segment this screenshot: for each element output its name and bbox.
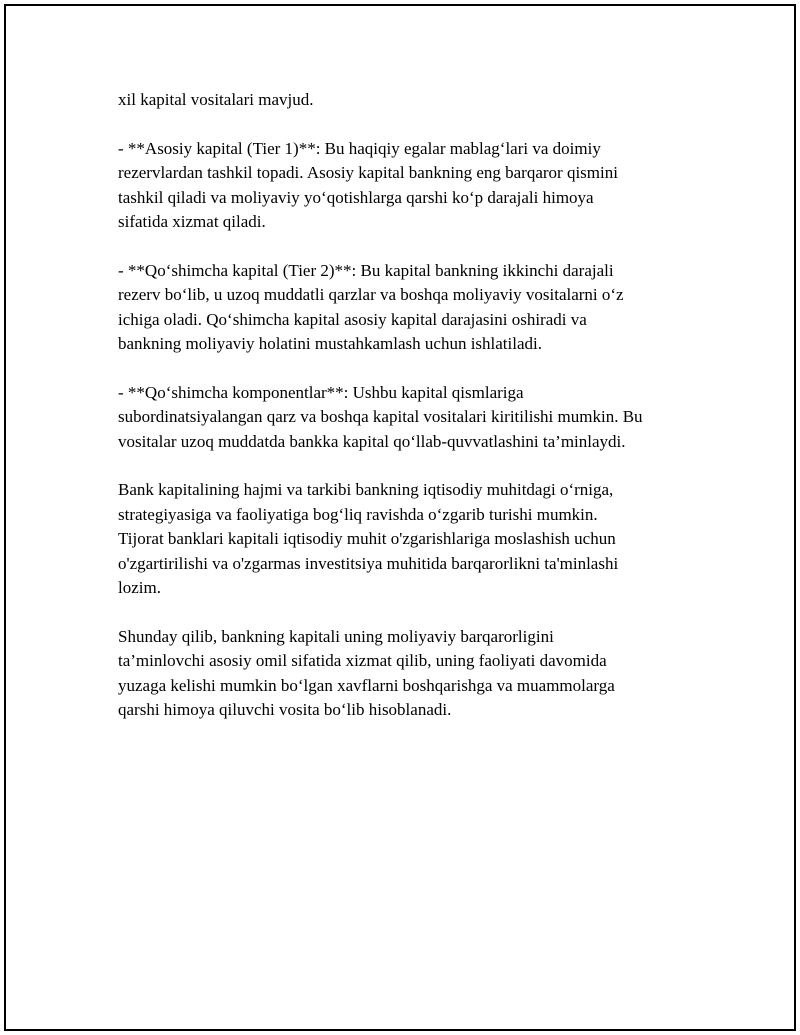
paragraph-tier2-capital: - **Qo‘shimcha kapital (Tier 2)**: Bu kapital bankning ikkinchi darajali rezerv bo‘lib, u uzoq muddatli qarzlar va boshqa moliyaviy vositalarni o‘z ichiga oladi. Qo‘shimcha kapital asosiy kapital darajasini oshiradi va bankning moliyaviy holatini mustahkamlash uchun ishlatiladi. xyxy=(118,260,624,354)
paragraph-intro-fragment: xil kapital vositalari mavjud. xyxy=(118,90,314,109)
paragraph-capital-structure: Bank kapitalining hajmi va tarkibi bankning iqtisodiy muhitdagi o‘rniga, strategiyasiga va faoliyatiga bog‘liq ravishda o‘zgarib turishi mumkin. Tijorat banklari kapitali iqtisodiy muhit o'zgarishlariga moslashish uchun o'zgartirilishi va o'zgarmas investitsiya muhitida barqarorlikni ta'minlashi lozim. xyxy=(118,480,619,598)
paragraph-tier1-capital: - **Asosiy kapital (Tier 1)**: Bu haqiqiy egalar mablag‘lari va doimiy rezervlardan tashkil topadi. Asosiy kapital bankning eng barqaror qismini tashkil qiladi va moliyaviy yo‘qotishlarga qarshi ko‘p darajali himoya sifatida xizmat qiladi. xyxy=(118,138,618,232)
document-body xyxy=(118,88,698,747)
paragraph-conclusion: Shunday qilib, bankning kapitali uning moliyaviy barqarorligini ta’minlovchi asosiy omil sifatida xizmat qilib, uning faoliyati davomida yuzaga kelishi mumkin bo‘lgan xavflarni boshqarishga va muammolarga qarshi himoya qiluvchi vosita bo‘lib hisoblanadi. xyxy=(118,626,615,720)
paragraph-additional-components: - **Qo‘shimcha komponentlar**: Ushbu kapital qismlariga subordinatsiyalangan qarz va boshqa kapital vositalari kiritilishi mumkin. Bu vositalar uzoq muddatda bankka kapital qo‘llab-quvvatlashini ta’minlaydi. xyxy=(118,382,643,451)
